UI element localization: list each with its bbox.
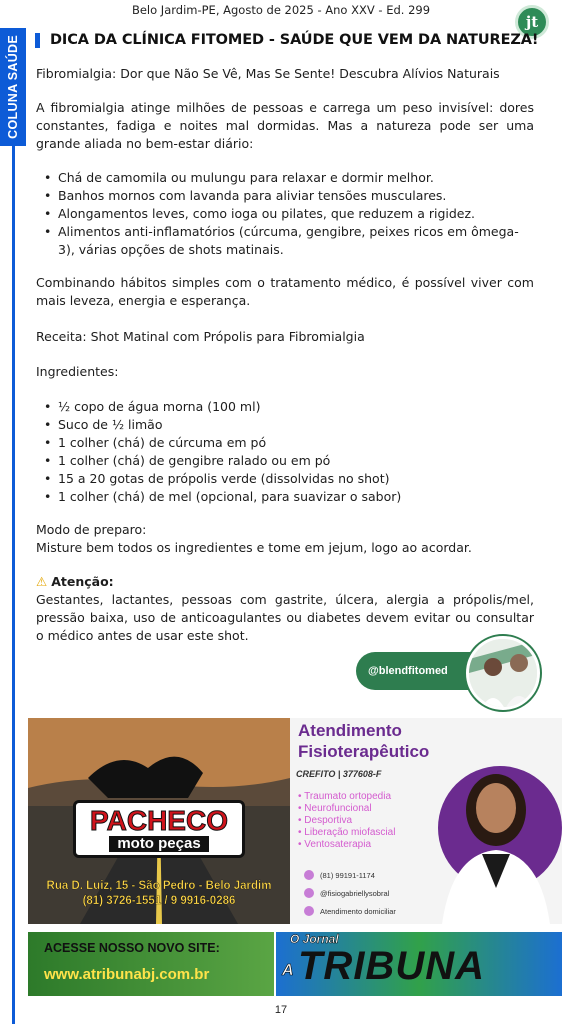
clinic-staff-photo [466,636,540,710]
list-item: • Suco de ½ limão [36,416,534,434]
pacheco-ad [28,718,290,924]
physio-title-line1: Atendimento [298,721,402,740]
warning-heading [36,573,534,591]
pacheco-address: Rua D. Luiz, 15 - São Pedro - Belo Jardim [46,880,272,892]
physiotherapist-photo-icon [422,758,562,924]
handle-text: @blendfitomed [368,665,448,677]
tribuna-name: TRIBUNA [298,944,485,988]
tribuna-prefix: O Jornal [290,932,339,946]
list-item: • Ventosaterapia [298,839,395,851]
method-text: Misture bem todos os ingredientes e tome em jejum, logo ao acordar. [36,540,472,555]
list-item: • 15 a 20 gotas de própolis verde (dissolvidas no shot) [36,470,534,488]
website-ad-heading: ACESSE NOSSO NOVO SITE: [44,941,220,955]
article-subtitle: Fibromialgia: Dor que Não Se Vê, Mas Se Sente! Descubra Alívios Naturais [36,66,500,81]
article-heading [35,32,538,48]
list-item: • ½ copo de água morna (100 ml) [36,398,534,416]
website-ad [28,932,274,996]
physio-instagram-text: @fisiogabriellysobral [320,888,390,898]
recipe-title: Receita: Shot Matinal com Própolis para Fibromialgia [36,329,365,344]
tribuna-ad [276,932,562,996]
list-item: • Traumato ortopedia [298,791,395,803]
warning-icon: ⚠ [36,574,48,589]
method-label: Modo de preparo: [36,522,147,537]
physio-phone [304,870,375,880]
list-item: • Banhos mornos com lavanda para aliviar tensões musculares. [36,187,534,205]
physio-ad [290,718,562,924]
warning-label: Atenção: [51,574,114,589]
list-item: • Alimentos anti-inflamatórios (cúrcuma, gengibre, peixes ricos em ômega-3), várias opções de shots matinais. [36,223,534,259]
physio-title-line2: Fisioterapêutico [298,742,430,761]
page-header [0,0,562,31]
edition-line: Belo Jardim-PE, Agosto de 2025 - Ano XXV - Ed. 299 [131,3,431,17]
section-label: COLUNA SAÚDE [6,35,20,139]
warning-text: Gestantes, lactantes, pessoas com gastrite, úlcera, alergia a própolis/mel, pressão baixa, uso de anticoagulantes ou diabetes devem evitar ou consultar o médico antes de usar este shot. [36,592,534,643]
newspaper-logo-icon: jt [515,5,549,39]
tribuna-article: A [282,962,294,979]
instagram-icon [304,888,314,898]
article-title: DICA DA CLÍNICA FITOMED - SAÚDE QUE VEM DA NATUREZA! [50,32,539,48]
list-item: • Neurofuncional [298,803,395,815]
article-closing: Combinando hábitos simples com o tratamento médico, é possível viver com mais leveza, energia e esperança. [36,275,534,308]
page-number: 17 [274,1004,288,1016]
physio-phone-text: (81) 99191-1174 [320,870,375,880]
location-pin-icon [304,906,314,916]
list-item: • 1 colher (chá) de cúrcuma em pó [36,434,534,452]
heading-marker [35,33,40,48]
ingredients-list [36,398,534,506]
ingredients-label: Ingredientes: [36,364,119,379]
pacheco-phones: (81) 3726-1551 / 9 9916-0286 [82,895,236,907]
physio-services [298,791,395,851]
physio-title [298,720,429,762]
pacheco-sub: moto peças [109,836,208,852]
physio-home-care-text: Atendimento domiciliar [320,906,396,916]
section-rule [12,146,15,1024]
list-item: • 1 colher (chá) de gengibre ralado ou em pó [36,452,534,470]
list-item: • Desportiva [298,815,395,827]
pacheco-logo [73,800,245,858]
tips-list [36,169,534,259]
list-item: • Alongamentos leves, como ioga ou pilates, que reduzem a rigidez. [36,205,534,223]
list-item: • 1 colher (chá) de mel (opcional, para suavizar o sabor) [36,488,534,506]
physio-instagram [304,888,389,898]
section-tab [0,28,26,146]
pacheco-name: PACHECO [90,805,228,836]
website-url-link[interactable]: www.atribunabj.com.br [44,966,210,983]
staff-illustration-icon [469,639,540,710]
list-item: • Chá de camomila ou mulungu para relaxar e dormir melhor. [36,169,534,187]
article-intro: A fibromialgia atinge milhões de pessoas e carrega um peso invisível: dores constantes, fadiga e noites mal dormidas. Mas a natureza pode ser uma grande aliada no bem-estar diário: [36,100,534,151]
physio-crefito: CREFITO | 377608-F [296,769,382,779]
physio-home-care [304,906,396,916]
list-item: • Liberação miofascial [298,827,395,839]
phone-icon [304,870,314,880]
